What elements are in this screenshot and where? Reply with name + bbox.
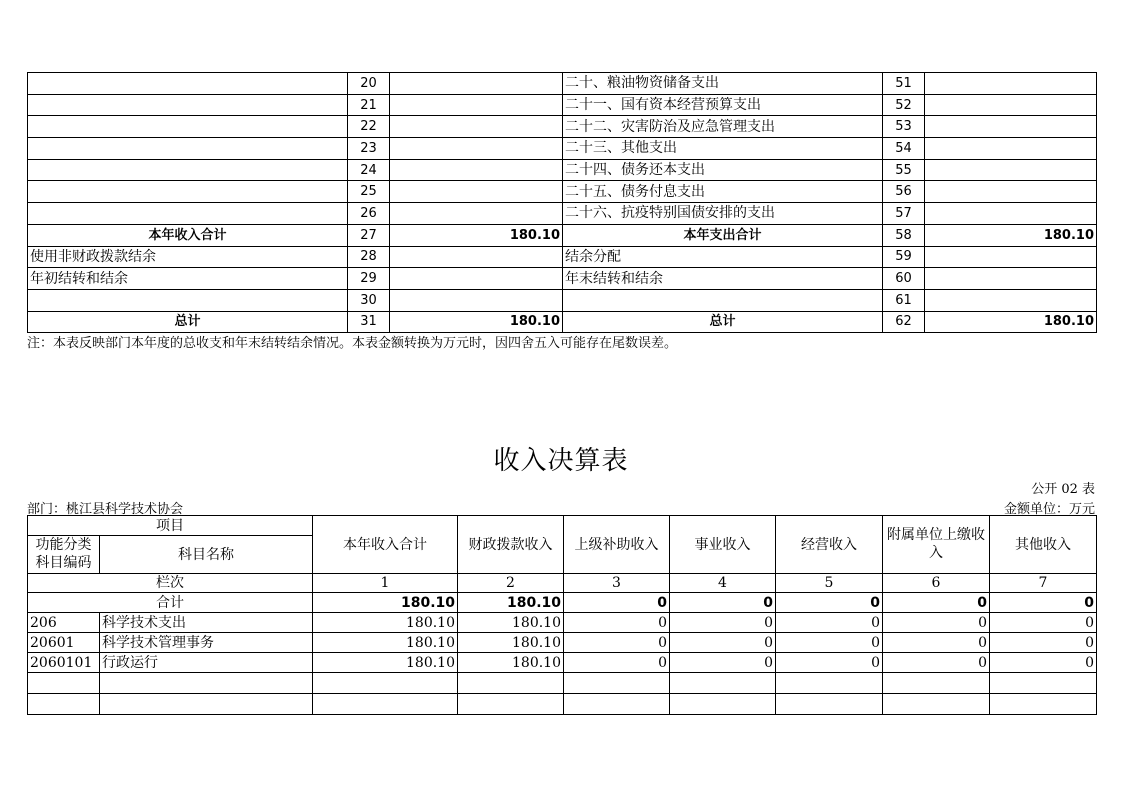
expense-amount bbox=[925, 116, 1097, 138]
expense-amount bbox=[925, 181, 1097, 203]
total-value: 0 bbox=[883, 593, 990, 613]
expense-amount bbox=[925, 73, 1097, 95]
empty-cell bbox=[313, 694, 458, 715]
income-amount bbox=[390, 203, 563, 225]
empty-cell bbox=[564, 673, 670, 694]
amount-unit-label: 金额单位：万元 bbox=[1003, 502, 1095, 517]
expense-line-no: 54 bbox=[883, 138, 925, 160]
income-amount bbox=[390, 94, 563, 116]
table-row bbox=[28, 653, 1097, 673]
expense-line-no: 55 bbox=[883, 159, 925, 181]
income-item bbox=[28, 94, 348, 116]
expense-line-no: 60 bbox=[883, 268, 925, 290]
column-number: 1 bbox=[313, 574, 458, 593]
empty-cell bbox=[670, 673, 776, 694]
expense-item: 二十三、其他支出 bbox=[563, 138, 883, 160]
expense-item: 总计 bbox=[563, 311, 883, 333]
expense-item: 二十五、债务付息支出 bbox=[563, 181, 883, 203]
subject-code: 206 bbox=[28, 613, 100, 633]
expense-amount: 180.10 bbox=[925, 311, 1097, 333]
table-code: 公开 02 表 bbox=[1031, 482, 1095, 497]
department-label: 部门：桃江县科学技术协会 bbox=[27, 502, 184, 517]
table-row bbox=[28, 694, 1097, 715]
subject-code: 2060101 bbox=[28, 653, 100, 673]
table-row bbox=[28, 94, 1097, 116]
table-row bbox=[28, 246, 1097, 268]
expense-item: 二十二、灾害防治及应急管理支出 bbox=[563, 116, 883, 138]
expense-item: 本年支出合计 bbox=[563, 224, 883, 246]
expense-item: 结余分配 bbox=[563, 246, 883, 268]
empty-cell bbox=[100, 673, 313, 694]
header-item: 项目 bbox=[28, 516, 313, 536]
empty-cell bbox=[28, 673, 100, 694]
table-row bbox=[28, 138, 1097, 160]
table-row bbox=[28, 73, 1097, 95]
table-row bbox=[28, 311, 1097, 333]
lanci-label: 栏次 bbox=[28, 574, 313, 593]
expense-item: 二十、粮油物资储备支出 bbox=[563, 73, 883, 95]
empty-cell bbox=[313, 673, 458, 694]
header-code: 功能分类科目编码 bbox=[28, 536, 100, 574]
income-value: 180.10 bbox=[313, 613, 458, 633]
empty-cell bbox=[670, 694, 776, 715]
expense-line-no: 62 bbox=[883, 311, 925, 333]
expense-item: 二十四、债务还本支出 bbox=[563, 159, 883, 181]
income-value: 0 bbox=[990, 653, 1097, 673]
income-line-no: 28 bbox=[348, 246, 390, 268]
empty-cell bbox=[883, 694, 990, 715]
income-item bbox=[28, 203, 348, 225]
summary-table bbox=[27, 72, 1097, 333]
header-name: 科目名称 bbox=[100, 536, 313, 574]
expense-line-no: 57 bbox=[883, 203, 925, 225]
expense-amount bbox=[925, 289, 1097, 311]
income-item: 年初结转和结余 bbox=[28, 268, 348, 290]
income-value: 0 bbox=[883, 633, 990, 653]
table-row bbox=[28, 203, 1097, 225]
total-value: 0 bbox=[670, 593, 776, 613]
income-amount bbox=[390, 159, 563, 181]
total-value: 0 bbox=[776, 593, 883, 613]
empty-cell bbox=[776, 694, 883, 715]
income-amount bbox=[390, 246, 563, 268]
income-value: 180.10 bbox=[458, 613, 564, 633]
column-number: 7 bbox=[990, 574, 1097, 593]
expense-line-no: 59 bbox=[883, 246, 925, 268]
income-line-no: 26 bbox=[348, 203, 390, 225]
subject-name: 行政运行 bbox=[100, 653, 313, 673]
income-amount bbox=[390, 268, 563, 290]
income-line-no: 27 bbox=[348, 224, 390, 246]
subject-code: 20601 bbox=[28, 633, 100, 653]
subject-name: 科学技术支出 bbox=[100, 613, 313, 633]
income-amount: 180.10 bbox=[390, 224, 563, 246]
table-row bbox=[28, 613, 1097, 633]
empty-cell bbox=[883, 673, 990, 694]
income-amount bbox=[390, 289, 563, 311]
expense-amount bbox=[925, 203, 1097, 225]
page-title: 收入决算表 bbox=[493, 446, 629, 476]
income-amount bbox=[390, 73, 563, 95]
income-amount: 180.10 bbox=[390, 311, 563, 333]
income-line-no: 25 bbox=[348, 181, 390, 203]
table-row bbox=[28, 673, 1097, 694]
income-item bbox=[28, 159, 348, 181]
income-item: 总计 bbox=[28, 311, 348, 333]
table-row bbox=[28, 181, 1097, 203]
expense-line-no: 51 bbox=[883, 73, 925, 95]
income-line-no: 29 bbox=[348, 268, 390, 290]
income-line-no: 31 bbox=[348, 311, 390, 333]
income-line-no: 20 bbox=[348, 73, 390, 95]
empty-cell bbox=[990, 673, 1097, 694]
expense-line-no: 53 bbox=[883, 116, 925, 138]
expense-item: 二十一、国有资本经营预算支出 bbox=[563, 94, 883, 116]
expense-line-no: 61 bbox=[883, 289, 925, 311]
income-value: 0 bbox=[883, 613, 990, 633]
income-line-no: 30 bbox=[348, 289, 390, 311]
income-amount bbox=[390, 116, 563, 138]
expense-item bbox=[563, 289, 883, 311]
expense-amount bbox=[925, 246, 1097, 268]
income-line-no: 22 bbox=[348, 116, 390, 138]
header-col-3: 上级补助收入 bbox=[564, 516, 670, 574]
income-value: 0 bbox=[776, 633, 883, 653]
table-row bbox=[28, 633, 1097, 653]
header-col-4: 事业收入 bbox=[670, 516, 776, 574]
income-amount bbox=[390, 181, 563, 203]
income-value: 180.10 bbox=[458, 653, 564, 673]
empty-cell bbox=[776, 673, 883, 694]
column-number: 4 bbox=[670, 574, 776, 593]
expense-amount: 180.10 bbox=[925, 224, 1097, 246]
income-value: 0 bbox=[990, 613, 1097, 633]
header-col-7: 其他收入 bbox=[990, 516, 1097, 574]
income-item bbox=[28, 289, 348, 311]
income-value: 0 bbox=[670, 633, 776, 653]
expense-line-no: 56 bbox=[883, 181, 925, 203]
empty-cell bbox=[564, 694, 670, 715]
table-note: 注：本表反映部门本年度的总收支和年末结转结余情况。本表金额转换为万元时，因四舍五入可能存在尾数误差。 bbox=[27, 336, 678, 351]
total-value: 0 bbox=[990, 593, 1097, 613]
expense-line-no: 58 bbox=[883, 224, 925, 246]
income-item: 本年收入合计 bbox=[28, 224, 348, 246]
column-number: 2 bbox=[458, 574, 564, 593]
income-value: 0 bbox=[776, 653, 883, 673]
expense-amount bbox=[925, 138, 1097, 160]
income-value: 0 bbox=[990, 633, 1097, 653]
expense-item: 年末结转和结余 bbox=[563, 268, 883, 290]
table-row bbox=[28, 574, 1097, 593]
income-line-no: 21 bbox=[348, 94, 390, 116]
table-row bbox=[28, 593, 1097, 613]
income-item bbox=[28, 73, 348, 95]
empty-cell bbox=[100, 694, 313, 715]
table-row bbox=[28, 116, 1097, 138]
income-line-no: 24 bbox=[348, 159, 390, 181]
empty-cell bbox=[458, 673, 564, 694]
income-item bbox=[28, 116, 348, 138]
income-value: 180.10 bbox=[313, 633, 458, 653]
column-number: 5 bbox=[776, 574, 883, 593]
table-row bbox=[28, 268, 1097, 290]
income-table bbox=[27, 515, 1097, 715]
income-value: 0 bbox=[564, 653, 670, 673]
expense-item: 二十六、抗疫特别国债安排的支出 bbox=[563, 203, 883, 225]
expense-amount bbox=[925, 94, 1097, 116]
income-value: 0 bbox=[883, 653, 990, 673]
header-col-5: 经营收入 bbox=[776, 516, 883, 574]
income-item bbox=[28, 138, 348, 160]
income-value: 180.10 bbox=[313, 653, 458, 673]
total-value: 180.10 bbox=[458, 593, 564, 613]
column-number: 3 bbox=[564, 574, 670, 593]
subject-name: 科学技术管理事务 bbox=[100, 633, 313, 653]
income-item bbox=[28, 181, 348, 203]
table-row bbox=[28, 224, 1097, 246]
empty-cell bbox=[458, 694, 564, 715]
total-value: 180.10 bbox=[313, 593, 458, 613]
empty-cell bbox=[28, 694, 100, 715]
income-value: 0 bbox=[776, 613, 883, 633]
expense-line-no: 52 bbox=[883, 94, 925, 116]
income-amount bbox=[390, 138, 563, 160]
empty-cell bbox=[990, 694, 1097, 715]
income-value: 180.10 bbox=[458, 633, 564, 653]
header-col-2: 财政拨款收入 bbox=[458, 516, 564, 574]
income-value: 0 bbox=[564, 613, 670, 633]
column-number: 6 bbox=[883, 574, 990, 593]
income-value: 0 bbox=[670, 613, 776, 633]
income-value: 0 bbox=[670, 653, 776, 673]
header-col-6: 附属单位上缴收入 bbox=[883, 516, 990, 574]
income-item: 使用非财政拨款结余 bbox=[28, 246, 348, 268]
table-row bbox=[28, 159, 1097, 181]
expense-amount bbox=[925, 268, 1097, 290]
total-label: 合计 bbox=[28, 593, 313, 613]
table-row bbox=[28, 289, 1097, 311]
income-line-no: 23 bbox=[348, 138, 390, 160]
income-value: 0 bbox=[564, 633, 670, 653]
header-col-1: 本年收入合计 bbox=[313, 516, 458, 574]
total-value: 0 bbox=[564, 593, 670, 613]
expense-amount bbox=[925, 159, 1097, 181]
